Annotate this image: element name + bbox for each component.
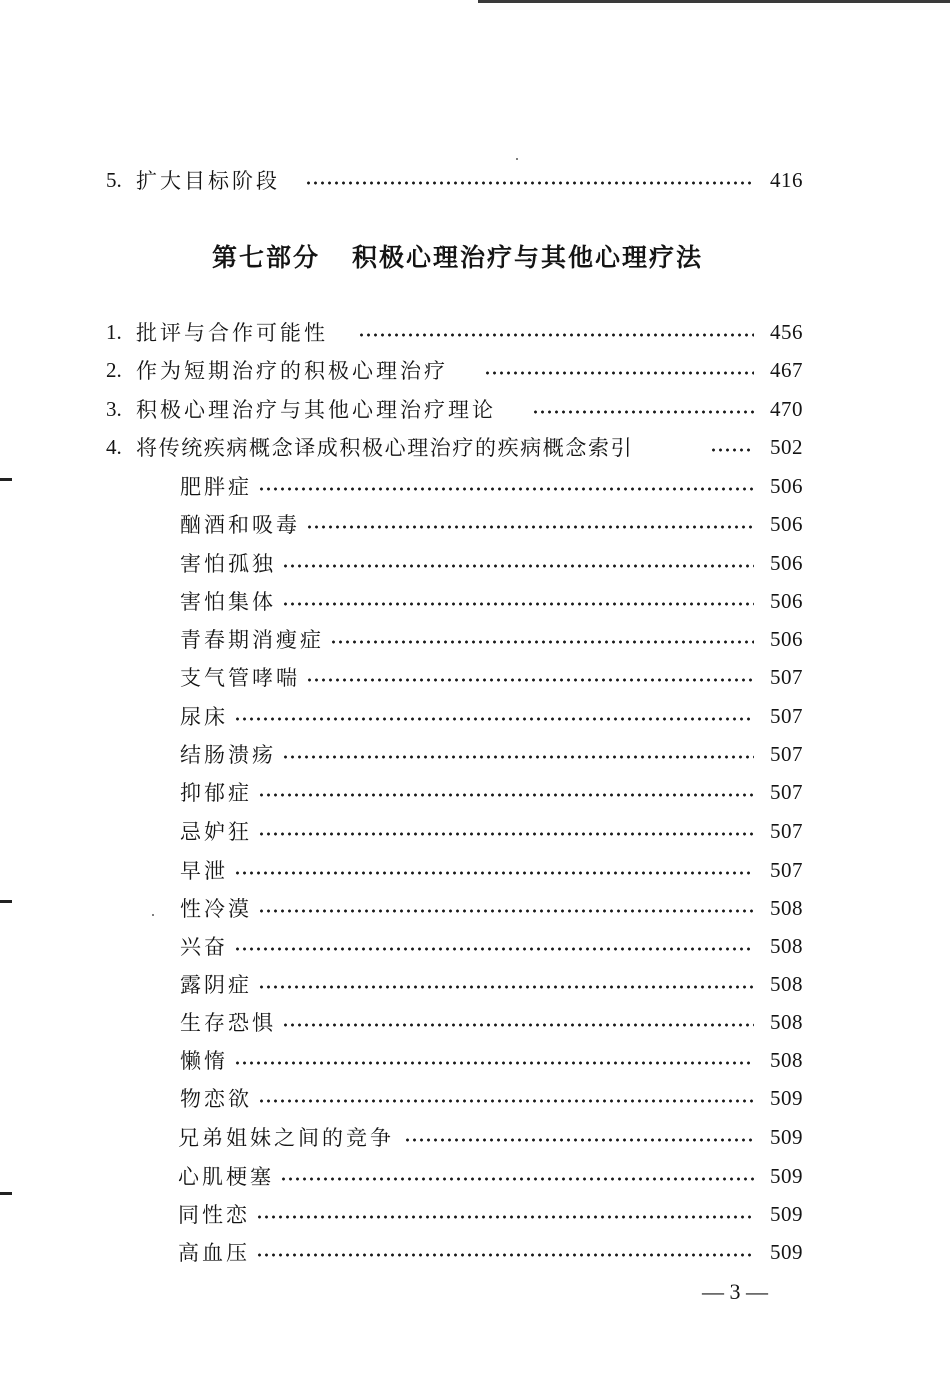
index-item-title: 抑郁症 [180, 781, 252, 805]
page-number: — 3 — [702, 1279, 768, 1304]
index-item-page: 506 [770, 511, 803, 536]
index-item-title: 肥胖症 [180, 475, 252, 499]
index-item[interactable] [0, 620, 950, 658]
index-item-page: 506 [770, 626, 803, 651]
index-item-title: 生存恐惧 [180, 1011, 276, 1035]
index-item-page: 507 [770, 703, 803, 728]
dot-leader [258, 487, 754, 491]
index-item[interactable] [0, 1157, 950, 1195]
top-rule [478, 0, 950, 3]
index-item-title: 害怕集体 [180, 590, 276, 614]
toc-entry[interactable] [0, 351, 950, 389]
dot-leader [282, 1023, 754, 1027]
index-item-title: 兄弟姐妹之间的竞争 [178, 1126, 394, 1150]
index-item[interactable] [0, 773, 950, 811]
index-item-page: 508 [770, 971, 803, 996]
index-item[interactable] [0, 467, 950, 505]
index-item-title: 青春期消瘦症 [180, 628, 324, 652]
index-item-page: 508 [770, 895, 803, 920]
section-heading: 第七部分 积极心理治疗与其他心理疗法 [211, 243, 704, 272]
dot-leader [404, 1138, 754, 1142]
dot-leader [258, 832, 754, 836]
entry-number: 1. [106, 319, 122, 344]
index-item[interactable] [0, 812, 950, 850]
toc-entry[interactable] [0, 428, 950, 466]
index-item-title: 早泄 [180, 859, 228, 883]
index-item-title: 物恋欲 [180, 1087, 252, 1111]
index-item-page: 508 [770, 1009, 803, 1034]
index-item-page: 508 [770, 933, 803, 958]
index-item-page: 506 [770, 550, 803, 575]
toc-entry[interactable] [0, 161, 950, 199]
scan-speck [516, 158, 518, 160]
index-item[interactable] [0, 735, 950, 773]
index-item-page: 509 [770, 1239, 803, 1264]
dot-leader [306, 525, 754, 529]
entry-page: 456 [770, 319, 803, 344]
index-item[interactable] [0, 505, 950, 543]
index-item-page: 508 [770, 1047, 803, 1072]
entry-title: 将传统疾病概念译成积极心理治疗的疾病概念索引 [136, 436, 634, 460]
index-item[interactable] [0, 1118, 950, 1156]
dot-leader [484, 371, 754, 375]
index-item[interactable] [0, 658, 950, 696]
index-item[interactable] [0, 1041, 950, 1079]
index-item-title: 同性恋 [178, 1203, 250, 1227]
dot-leader [258, 1099, 754, 1103]
toc-entry[interactable] [0, 390, 950, 428]
entry-page: 502 [770, 434, 803, 459]
entry-number: 3. [106, 396, 122, 421]
dot-leader [234, 871, 754, 875]
dot-leader [305, 181, 754, 185]
dot-leader [532, 410, 754, 414]
dot-leader [358, 333, 754, 337]
index-item[interactable] [0, 697, 950, 735]
entry-title: 扩大目标阶段 [136, 169, 280, 193]
dot-leader [234, 717, 754, 721]
index-item-page: 509 [770, 1085, 803, 1110]
index-item[interactable] [0, 1079, 950, 1117]
index-item-page: 509 [770, 1201, 803, 1226]
index-item[interactable] [0, 927, 950, 965]
index-item[interactable] [0, 965, 950, 1003]
index-item-title: 兴奋 [180, 935, 228, 959]
dot-leader [306, 678, 754, 682]
index-item-page: 507 [770, 818, 803, 843]
index-item[interactable] [0, 1233, 950, 1271]
index-item[interactable] [0, 889, 950, 927]
entry-number: 2. [106, 357, 122, 382]
entry-number: 5. [106, 167, 122, 192]
entry-title: 作为短期治疗的积极心理治疗 [136, 359, 448, 383]
dot-leader [258, 793, 754, 797]
index-item[interactable] [0, 544, 950, 582]
dot-leader [280, 1177, 754, 1181]
dot-leader [234, 947, 754, 951]
index-item[interactable] [0, 582, 950, 620]
index-item[interactable] [0, 1003, 950, 1041]
index-item-title: 性冷漠 [180, 897, 252, 921]
index-item-page: 509 [770, 1163, 803, 1188]
entry-page: 467 [770, 357, 803, 382]
entry-title: 积极心理治疗与其他心理治疗理论 [136, 398, 496, 422]
index-item-title: 害怕孤独 [180, 552, 276, 576]
index-item-page: 506 [770, 588, 803, 613]
index-item-title: 结肠溃疡 [180, 743, 276, 767]
toc-entry[interactable] [0, 313, 950, 351]
dot-leader [282, 602, 754, 606]
dot-leader [282, 564, 754, 568]
dot-leader [256, 1253, 754, 1257]
dot-leader [282, 755, 754, 759]
index-item-page: 507 [770, 664, 803, 689]
dot-leader [330, 640, 754, 644]
dot-leader [258, 909, 754, 913]
index-item-page: 507 [770, 741, 803, 766]
entry-page: 470 [770, 396, 803, 421]
dot-leader [256, 1215, 754, 1219]
dot-leader [258, 985, 754, 989]
index-item-page: 507 [770, 779, 803, 804]
index-item-title: 露阴症 [180, 973, 252, 997]
index-item-title: 酗酒和吸毒 [180, 513, 300, 537]
dot-leader [710, 448, 754, 452]
index-item-page: 509 [770, 1124, 803, 1149]
index-item-page: 507 [770, 857, 803, 882]
index-item-title: 支气管哮喘 [180, 666, 300, 690]
entry-title: 批评与合作可能性 [136, 321, 328, 345]
entry-page: 416 [770, 167, 803, 192]
dot-leader [234, 1061, 754, 1065]
entry-number: 4. [106, 434, 122, 459]
index-item-title: 心肌梗塞 [178, 1165, 274, 1189]
index-item-title: 忌妒狂 [180, 820, 252, 844]
index-item-page: 506 [770, 473, 803, 498]
index-item-title: 尿床 [180, 705, 228, 729]
index-item-title: 高血压 [178, 1241, 250, 1265]
index-item[interactable] [0, 1195, 950, 1233]
index-item[interactable] [0, 851, 950, 889]
index-item-title: 懒惰 [180, 1049, 228, 1073]
